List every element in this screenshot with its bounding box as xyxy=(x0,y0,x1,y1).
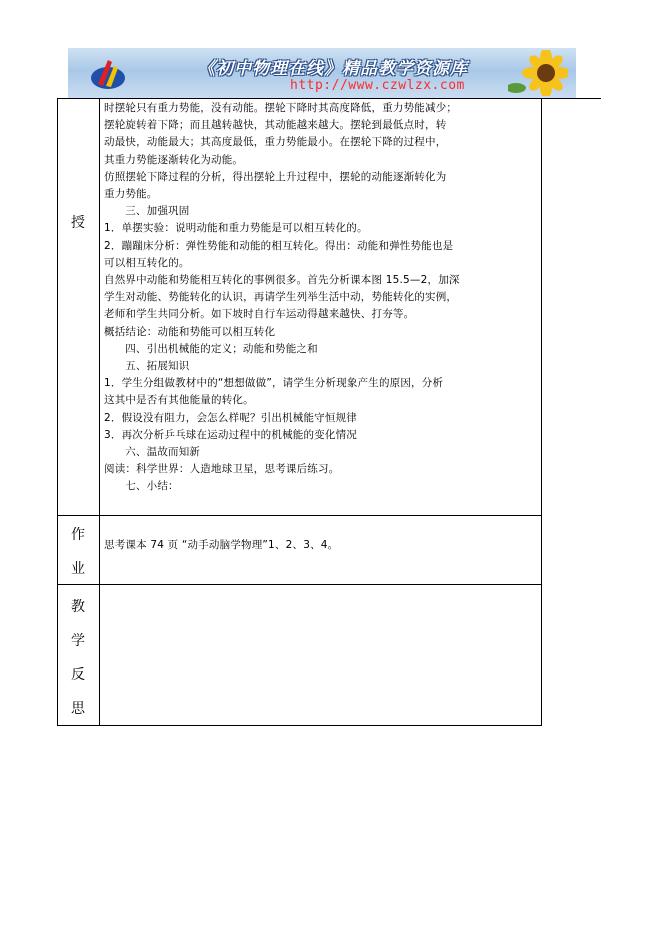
header-banner xyxy=(68,48,576,98)
lesson-side-label: 授 xyxy=(71,215,85,231)
lesson-line: 动最快，动能最大；其高度最低，重力势能最小。在摆轮下降的过程中， xyxy=(104,136,447,149)
lesson-line: 1．单摆实验：说明动能和重力势能是可以相互转化的。 xyxy=(104,222,368,235)
reflection-label-char: 思 xyxy=(71,701,85,717)
lesson-line: 2．蹦蹦床分析：弹性势能和动能的相互转化。得出：动能和弹性势能也是 xyxy=(104,239,454,252)
banner-url[interactable]: http://www.czwlzx.com xyxy=(290,78,465,93)
lesson-line: 阅读：科学世界：人造地球卫星，思考课后练习。 xyxy=(104,463,340,476)
lesson-line: 时摆轮只有重力势能，没有动能。摆轮下降时其高度降低，重力势能减少； xyxy=(104,102,458,114)
section-heading: 七、小结： xyxy=(104,480,179,493)
banner-title: 《初中物理在线》精品教学资源库 xyxy=(198,59,468,79)
homework-text: 思考课本 74 页 “动手动脑学物理”1、2、3、4。 xyxy=(104,539,339,551)
section-heading: 三、加强巩固 xyxy=(104,205,190,218)
reflection-label-char: 反 xyxy=(71,667,85,683)
sunflower-icon xyxy=(508,50,568,96)
lesson-line: 重力势能。 xyxy=(104,188,158,201)
section-heading: 五、拓展知识 xyxy=(104,360,190,373)
lesson-line: 摆轮旋转着下降；而且越转越快，其动能越来越大。摆轮到最低点时，转 xyxy=(104,119,447,132)
lesson-line: 2．假设没有阻力，会怎么样呢？引出机械能守恒规律 xyxy=(104,411,357,424)
homework-label-char: 业 xyxy=(71,561,85,577)
homework-label-char: 作 xyxy=(71,527,85,543)
lesson-line: 3．再次分析乒乓球在运动过程中的机械能的变化情况 xyxy=(104,428,357,441)
section-heading: 六、温故而知新 xyxy=(104,446,201,459)
lesson-line: 仿照摆轮下降过程的分析，得出摆轮上升过程中，摆轮的动能逐渐转化为 xyxy=(104,170,447,183)
lesson-line: 1．学生分组做教材中的“想想做做”，请学生分析现象产生的原因，分析 xyxy=(104,377,444,390)
lesson-content xyxy=(104,100,538,496)
lesson-line: 可以相互转化的。 xyxy=(104,256,190,269)
lesson-line: 老师和学生共同分析。如下坡时自行车运动得越来越快、打夯等。 xyxy=(104,308,415,321)
lesson-line: 自然界中动能和势能相互转化的事例很多。首先分析课本图 15.5—2，加深 xyxy=(104,274,460,287)
site-logo-icon xyxy=(88,54,128,94)
lesson-line: 学生对动能、势能转化的认识，再请学生列举生活中动，势能转化的实例， xyxy=(104,291,458,304)
section-heading: 四、引出机械能的定义；动能和势能之和 xyxy=(104,342,318,355)
reflection-label-char: 教 xyxy=(71,599,85,615)
lesson-line: 其重力势能逐渐转化为动能。 xyxy=(104,153,244,166)
lesson-line: 这其中是否有其他能量的转化。 xyxy=(104,394,254,407)
lesson-line: 概括结论：动能和势能可以相互转化 xyxy=(104,325,276,338)
reflection-label-char: 学 xyxy=(71,633,85,649)
